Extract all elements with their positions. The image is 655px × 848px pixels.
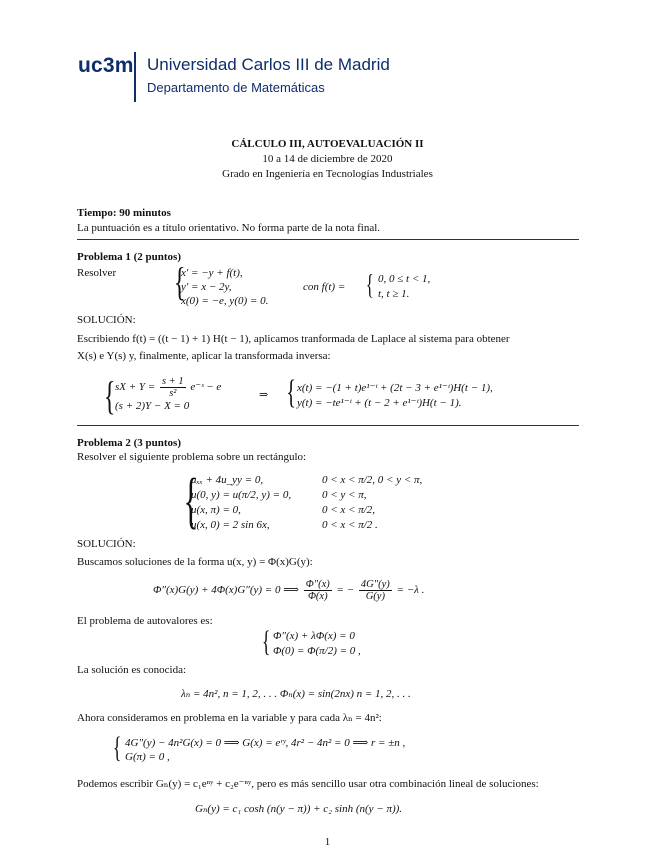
p2-y1: 4G″(y) − 4n²G(x) = 0 ⟹ G(x) = eʳʸ, 4r² − 4n² = 0 ⟹ r = ±n , [125, 737, 406, 749]
problem1-resolver: Resolver [77, 267, 117, 279]
university-name: Universidad Carlos III de Madrid [147, 55, 390, 74]
p1-text2: X(s) e Y(s) y, finalmente, aplicar la transformada inversa: [77, 350, 331, 362]
logo-mark: uc3m [78, 54, 134, 77]
fraction [160, 376, 186, 399]
problem2-heading: Problema 2 (3 puntos) [77, 437, 181, 449]
problem2-statement: Resolver el siguiente problema sobre un rectángulo: [77, 451, 307, 463]
numerator: 4G″(y) [360, 579, 390, 590]
numerator: s + 1 [161, 376, 184, 387]
fraction [359, 579, 392, 602]
numerator: Φ″(x) [305, 579, 330, 590]
equals-lambda: = −λ . [396, 584, 425, 597]
brace: { [183, 467, 199, 535]
p1-eq3: x(0) = −e, y(0) = 0. [181, 295, 269, 307]
p2-separation-eq [153, 579, 424, 602]
p1-solution-label: SOLUCIÓN: [77, 314, 136, 326]
p2-eigen-label: El problema de autovalores es: [77, 615, 213, 627]
p2-yprob-label: Ahora consideramos en problema en la variable y para cada λₙ = 4n²: [77, 712, 382, 724]
p2-gn-eq: Gₙ(y) = c₁ cosh (n(y − π)) + c₂ sinh (n(y − π)). [195, 803, 403, 815]
fraction [304, 579, 332, 602]
p2-sys1-cond: 0 < x < π/2, 0 < y < π, [322, 474, 423, 486]
p2-known-eq: λₙ = 4n², n = 1, 2, . . . Φₙ(x) = sin(2nx) n = 1, 2, . . . [181, 688, 411, 700]
divider [77, 239, 579, 240]
logo-divider [134, 52, 136, 102]
p1-lhs1 [115, 376, 221, 399]
p1-lhs2: (s + 2)Y − X = 0 [115, 400, 190, 412]
brace: { [173, 259, 186, 304]
p2-sys4-cond: 0 < x < π/2 . [322, 519, 378, 531]
p2-write-label: Podemos escribir Gₙ(y) = c₁eⁿʸ + c₂e⁻ⁿʸ, pero es más sencillo usar otra combinación lineal de soluciones: [77, 778, 539, 790]
doc-title: CÁLCULO III, AUTOEVALUACIÓN II [231, 138, 424, 150]
p2-sys4: u(x, 0) = 2 sin 6x, [191, 519, 270, 531]
department-name: Departamento de Matemáticas [147, 80, 325, 95]
p1-eq2: y′ = x − 2y, [181, 281, 232, 293]
p1-lhs1-end: e⁻ˢ − e [190, 381, 222, 394]
p1-rhs2: y(t) = −te¹⁻ᵗ + (t − 2 + e¹⁻ᵗ)H(t − 1). [297, 397, 462, 409]
brace: { [365, 270, 374, 301]
p2-sys2-cond: 0 < y < π, [322, 489, 367, 501]
p2-sys3-cond: 0 < x < π/2, [322, 504, 376, 516]
denominator: G(y) [365, 591, 385, 602]
divider [77, 425, 579, 426]
implies-arrow: ⇒ [259, 389, 269, 401]
p1-rhs1: x(t) = −(1 + t)e¹⁻ᵗ + (2t − 3 + e¹⁻ᵗ)H(t − 1), [297, 382, 493, 394]
p2-sys2: u(0, y) = u(π/2, y) = 0, [191, 489, 292, 501]
brace: { [112, 731, 122, 764]
p1-lhs1-start: sX + Y = [115, 381, 156, 394]
p1-con: con f(t) = [303, 281, 346, 293]
p2-eig2: Φ(0) = Φ(π/2) = 0 , [273, 645, 361, 657]
p2-eig1: Φ″(x) + λΦ(x) = 0 [273, 630, 355, 642]
p2-known-label: La solución es conocida: [77, 664, 187, 676]
p2-sys1: uₓₓ + 4u_yy = 0, [191, 474, 264, 486]
grading-note: La puntuación es a título orientativo. No forma parte de la nota final. [77, 222, 381, 234]
p1-case1: 0, 0 ≤ t < 1, [378, 273, 431, 285]
denominator: Φ(x) [307, 591, 328, 602]
problem1-heading: Problema 1 (2 puntos) [77, 251, 181, 263]
brace: { [103, 373, 116, 418]
page-number: 1 [324, 836, 331, 848]
brace: { [261, 625, 271, 658]
denominator: s² [169, 388, 177, 399]
separation-lhs: Φ″(x)G(y) + 4Φ(x)G″(y) = 0 ⟹ [153, 584, 299, 597]
p2-sys3: u(x, π) = 0, [191, 504, 241, 516]
equals-minus: = − [336, 584, 355, 597]
doc-degree: Grado en Ingeniería en Tecnologías Industriales [222, 168, 433, 180]
brace: { [286, 374, 297, 411]
p1-eq1: x′ = −y + f(t), [181, 267, 243, 279]
university-logo [78, 52, 438, 108]
p1-case2: t, t ≥ 1. [378, 288, 410, 300]
p1-text1: Escribiendo f(t) = ((t − 1) + 1) H(t − 1), aplicamos tranformada de Laplace al sistema para obtener [77, 333, 510, 345]
time-limit: Tiempo: 90 minutos [77, 207, 171, 219]
p2-solution-label: SOLUCIÓN: [77, 538, 136, 550]
doc-dates: 10 a 14 de diciembre de 2020 [262, 153, 393, 165]
p2-y2: G(π) = 0 , [125, 751, 170, 763]
p2-separation: Buscamos soluciones de la forma u(x, y) = Φ(x)G(y): [77, 556, 313, 568]
